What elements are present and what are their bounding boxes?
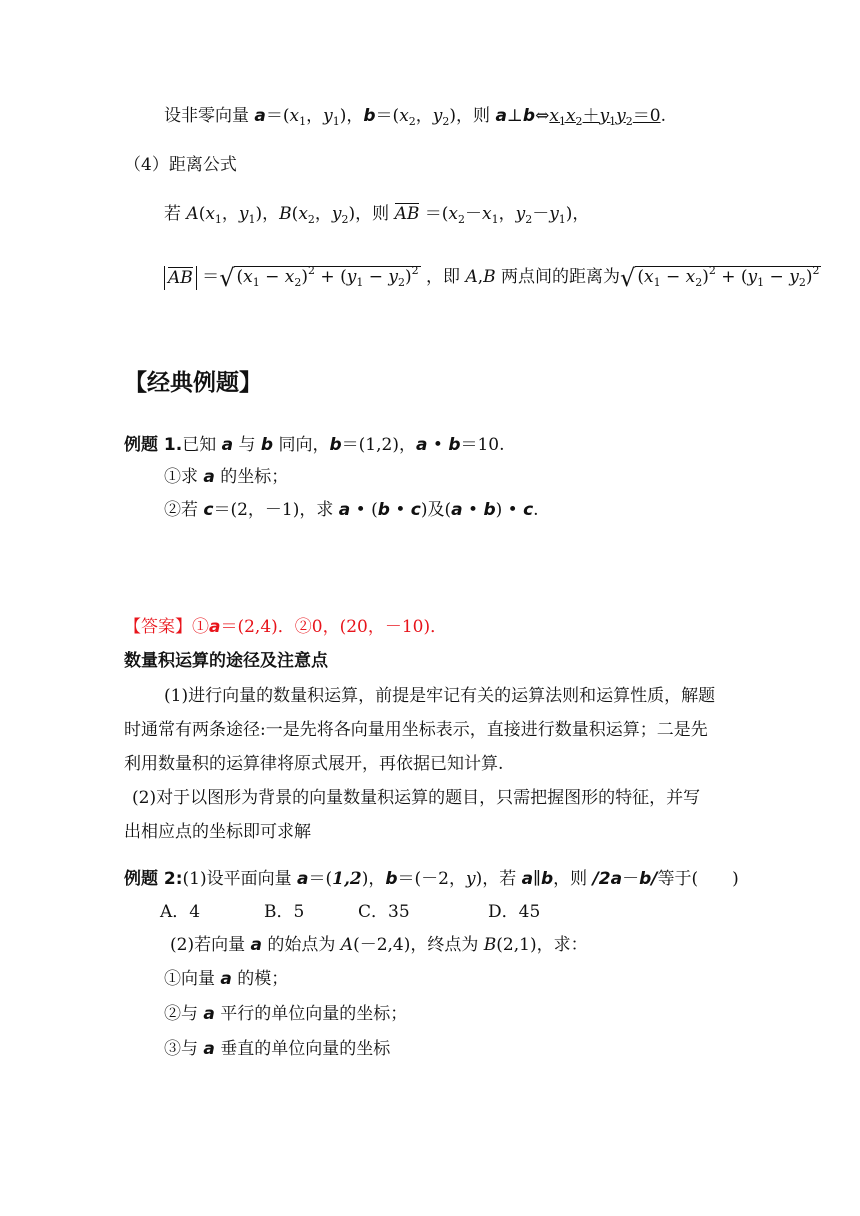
example-2-q1: ①向量 a 的模； (164, 969, 289, 989)
example-1-q1: ①求 a 的坐标； (164, 467, 289, 487)
example-1-stem: 例题 1.已知 a 与 b 同向，b＝(1,2)，a • b＝10. (124, 435, 505, 455)
distance-vector-line: 若 $A(x_1$，$y_1$)，$B(x_2$，$y_2$)，则 AB $=(x_2-x_1$，$y_2-y_1$)， (164, 204, 590, 226)
option-b[interactable]: B．5 (264, 902, 305, 922)
perp-condition-line: 设非零向量 $a=(x_1$，$y_1$)，$b=(x_2$，$y_2$)，则 $a\perp b\Leftrightarrow x_1x_2+y_1y_2=0$. (164, 106, 666, 128)
example-2-q2: ②与 a 平行的单位向量的坐标； (164, 1004, 408, 1024)
example-2-part2: (2)若向量 a 的始点为 A(－2,4)，终点为 B(2,1)，求： (170, 935, 588, 955)
answer-1: 【答案】①a＝(2,4)．②0，(20，－10)． (124, 617, 448, 637)
abs-ab: AB (164, 266, 197, 290)
option-c[interactable]: C．35 (358, 902, 410, 922)
example-2-options (160, 899, 540, 925)
example-2-q3: ③与 a 垂直的单位向量的坐标 (164, 1039, 391, 1059)
sqrt-formula-1: √ $(x_1 - x_2)^2 + (y_1 - y_2)^2$ (219, 264, 419, 292)
example-1-label: 例题 1. (124, 435, 183, 455)
method-p2-line1: (2)对于以图形为背景的向量数量积运算的题目，只需把握图形的特征，并写 (132, 788, 701, 808)
distance-heading: （4）距离公式 (124, 155, 237, 175)
example-2-stem: 例题 2:(1)设平面向量 a＝(1,2)，b＝(－2，y)，若 a∥b，则 /2a－b/等于( ) (124, 869, 739, 889)
section-title: 【经典例题】 (124, 370, 262, 396)
option-d[interactable]: D．45 (488, 902, 541, 922)
method-p1-line2: 时通常有两条途径:一是先将各向量用坐标表示，直接进行数量积运算；二是先 (124, 720, 708, 740)
method-p1-line3: 利用数量积的运算律将原式展开，再依据已知计算. (124, 754, 504, 774)
vector-ab: AB (394, 204, 420, 224)
distance-formula-line: AB ＝√ $(x_1 - x_2)^2 + (y_1 - y_2)^2$ ，即 A,B 两点间的距离为√ $(x_1 - x_2)^2 + (y_1 - y_2)^2$ (164, 254, 821, 300)
method-title: 数量积运算的途径及注意点 (124, 651, 328, 671)
method-p2-line2: 出相应点的坐标即可求解 (124, 822, 311, 842)
method-p1-line1: (1)进行向量的数量积运算，前提是牢记有关的运算法则和运算性质，解题 (164, 686, 716, 706)
option-a[interactable]: A．4 (160, 902, 201, 922)
example-2-label: 例题 2: (124, 869, 183, 889)
example-1-q2: ②若 c＝(2，－1)，求 a • (b • c)及(a • b) • c. (164, 500, 539, 520)
sqrt-formula-2: √ $(x_1 - x_2)^2 + (y_1 - y_2)^2$ (620, 264, 820, 292)
